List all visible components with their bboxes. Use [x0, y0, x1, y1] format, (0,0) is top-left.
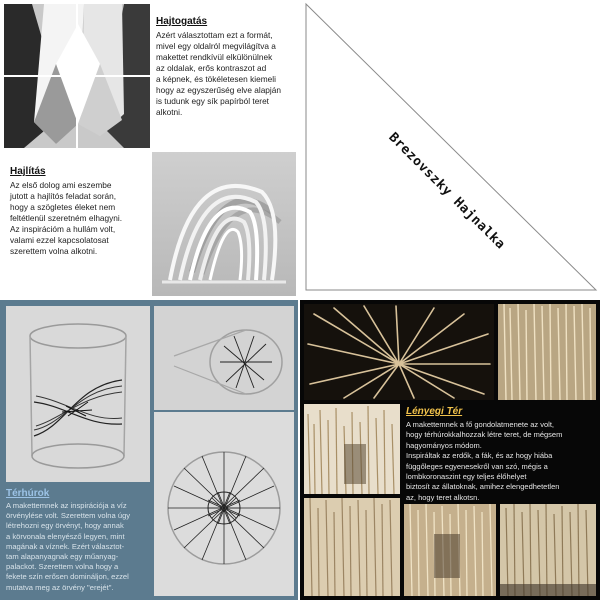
sticks-bottom-photo-2 [404, 504, 496, 596]
sticks-figure-b [404, 504, 496, 596]
radiating-sticks-figure [304, 304, 494, 400]
tilted-cylinder-figure [154, 306, 294, 410]
hajlitas-photo [152, 152, 296, 296]
hajlitas-text: Az első dolog ami eszembe jutott a hajlítós feladat során, hogy a szögletes éleket nem feltétlenül szeretném elhagyni. Az inspirációm a hullám volt, valami ezzel kapcsolatosat szerettem volna alkotni. [10, 180, 123, 256]
author-name: Brezovszky Hajnalka [385, 130, 508, 253]
hajtogatas-title: Hajtogatás [156, 16, 208, 27]
triangle-shape [300, 0, 600, 298]
hajtogatas-text: Azért választottam ezt a formát, mivel egy oldalról megvilágítva a makettet rendkívül elkülönülnek az oldalak, erős kontraszot ad a képnek, és tökéletesen kiemeli hogy az egyszerűség elve alapján is tudunk egy sík papírból teret alkotni. [156, 30, 281, 117]
hajlitas-title: Hajlítás [10, 166, 46, 177]
terhurok-panel [0, 300, 298, 600]
terhurok-top-photo [154, 412, 294, 596]
sticks-bottom-photo-1 [304, 498, 400, 596]
lenyegi-ter-panel [300, 300, 600, 600]
hajtogatas-photo [4, 4, 150, 148]
forest-sticks-photo [304, 404, 400, 494]
terhurok-side-photo [154, 306, 294, 410]
vertical-sticks-photo-1 [498, 304, 596, 400]
terhurok-text: A makettemnek az inspirációja a víz örvénylése volt. Szerettem volna úgy létrehozni egy örvényt, hogy annak a körvonala elenyésző legyen, mint magának a víznek. Ezért választot- tam alapanyagnak egy műanyag- palackot. Szerettem volna hogy a fekete szín erősen domináljon, ezzel mutatva meg az örvény "erejét". [6, 501, 131, 592]
forest-sticks-figure [304, 404, 400, 494]
sticks-bottom-photo-3 [500, 504, 596, 596]
vertical-sticks-figure [498, 304, 596, 400]
folded-paper-figure [4, 4, 150, 148]
bent-paper-arches-figure [152, 152, 296, 296]
circular-string-web-figure [154, 412, 294, 596]
author-triangle-panel [300, 0, 600, 298]
sticks-figure-c [500, 504, 596, 596]
terhurok-title: Térhúrok [6, 488, 50, 499]
sticks-figure-a [304, 498, 400, 596]
terhurok-cylinder-photo [6, 306, 150, 482]
lenyegi-ter-text: A makettemnek a fő gondolatmenete az volt, hogy térhúrokkalhozzak létre teret, de mégsem hagyományos módom. Inspiráltak az erdők, a fák, és az hogy hiába függőleges egyenesekről van szó, mégis a lombkoronaszint egy teljes élőhelyet biztosít az állatoknak, amihez elengedhetetlen az, hogy teret alkotsn. [406, 420, 563, 502]
lenyegi-ter-title: Lényegi Tér [406, 406, 463, 417]
sticks-burst-photo [304, 304, 494, 400]
twisted-string-cylinder-figure [6, 306, 150, 482]
